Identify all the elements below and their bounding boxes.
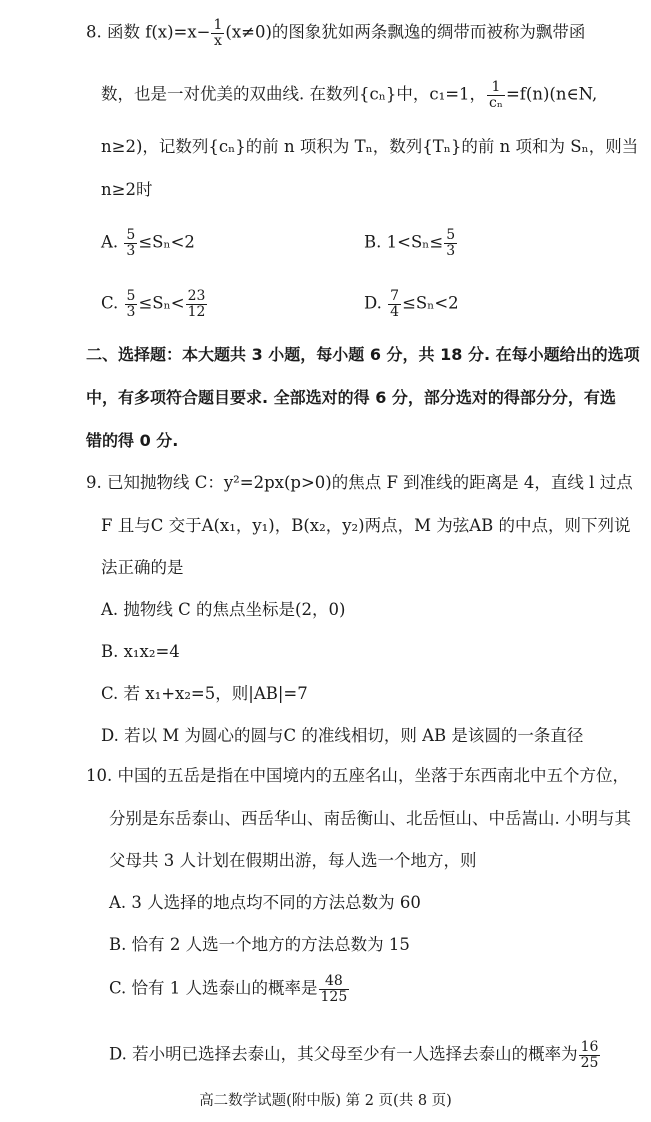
q8-line1 [86, 18, 585, 48]
q8-option-a-fraction [124, 228, 137, 258]
q10-option-d-frac-den: 25 [580, 1054, 599, 1071]
q8-option-c-fraction-2 [186, 289, 208, 319]
q8-option-c-frac1-num: 5 [126, 288, 136, 304]
q10-option-d [109, 1040, 601, 1070]
q8-line2-text-b: =f(n)(n∈N, [505, 84, 598, 104]
q10-option-c-frac-num: 48 [319, 974, 350, 990]
q10-line3: 父母共 3 人计划在假期出游，每人选一个地方，则 [109, 851, 477, 870]
q8-option-c-frac2-den: 12 [187, 303, 206, 320]
section2-line2: 中，有多项符合题目要求. 全部选对的得 6 分，部分选对的得部分分，有选 [86, 388, 616, 407]
q8-line1-frac-num: 1 [213, 17, 223, 33]
q8-line2-fraction [487, 80, 505, 110]
q8-line2-text-a: 数，也是一对优美的双曲线. 在数列{cₙ}中，c₁=1， [101, 84, 487, 104]
q8-line2 [101, 80, 597, 110]
q10-line1: 10. 中国的五岳是指在中国境内的五座名山，坐落于东西南北中五个方位， [86, 766, 629, 785]
q8-option-a-frac-num: 5 [126, 227, 136, 243]
q8-option-c-label: C. [101, 293, 119, 313]
q8-line3: n≥2)，记数列{cₙ}的前 n 项积为 Tₙ，数列{Tₙ}的前 n 项和为 Sₙ，则当 [101, 137, 639, 156]
q8-line1-text-b: (x≠0)的图象犹如两条飘逸的绸带而被称为飘带函 [225, 22, 586, 42]
q9-option-b: B. x₁x₂=4 [101, 642, 180, 661]
q8-option-b [364, 228, 458, 258]
q8-option-c-frac1-den: 3 [126, 303, 136, 320]
q9-line1: 9. 已知抛物线 C：y²=2px(p>0)的焦点 F 到准线的距离是 4，直线 l 过点 [86, 473, 633, 492]
q8-line4: n≥2时 [101, 180, 153, 199]
q10-option-c [109, 974, 350, 1004]
q8-option-a-frac-den: 3 [126, 242, 136, 259]
q8-option-c-frac2-num: 23 [187, 288, 206, 304]
q8-option-b-frac-num: 5 [446, 227, 456, 243]
page-footer: 高二数学试题(附中版) 第 2 页(共 8 页) [199, 1093, 452, 1109]
q10-option-a: A. 3 人选择的地点均不同的方法总数为 60 [109, 893, 421, 912]
q8-option-b-fraction [444, 228, 457, 258]
q8-line2-frac-num: 1 [487, 80, 505, 96]
section2-line3: 错的得 0 分. [86, 431, 179, 450]
q8-line1-fraction [211, 18, 224, 48]
q8-option-a-rest: ≤Sₙ<2 [138, 232, 195, 252]
q8-option-d-rest: ≤Sₙ<2 [402, 293, 459, 313]
q8-option-b-frac-den: 3 [446, 242, 456, 259]
q8-option-b-label: B. 1<Sₙ≤ [364, 232, 444, 252]
q8-line1-frac-den: x [213, 32, 222, 49]
q10-option-c-text: C. 恰有 1 人选泰山的概率是 [109, 978, 318, 998]
q8-option-d-fraction [388, 289, 401, 319]
q10-option-d-frac-num: 16 [580, 1039, 599, 1055]
q10-option-d-fraction [579, 1040, 601, 1070]
q9-option-c: C. 若 x₁+x₂=5，则|AB|=7 [101, 684, 308, 703]
q10-option-d-text: D. 若小明已选择去泰山，其父母至少有一人选择去泰山的概率为 [109, 1044, 578, 1064]
q8-option-d-frac-num: 7 [390, 288, 400, 304]
q10-option-c-frac-den: 125 [320, 988, 348, 1005]
q8-option-d [364, 289, 459, 319]
q8-option-a [101, 228, 195, 258]
q9-line3: 法正确的是 [101, 558, 184, 577]
q8-option-c-mid: ≤Sₙ< [138, 293, 185, 313]
q9-option-d: D. 若以 M 为圆心的圆与C 的准线相切，则 AB 是该圆的一条直径 [101, 726, 584, 745]
q8-option-a-label: A. [101, 232, 119, 252]
section2-line1: 二、选择题：本大题共 3 小题，每小题 6 分，共 18 分. 在每小题给出的选项 [86, 345, 640, 364]
q10-option-b: B. 恰有 2 人选一个地方的方法总数为 15 [109, 935, 410, 954]
q10-option-c-fraction [319, 974, 350, 1004]
q9-line2: F 且与C 交于A(x₁，y₁)，B(x₂，y₂)两点，M 为弦AB 的中点，则下列说 [101, 516, 631, 535]
q8-option-c [101, 289, 208, 319]
q10-line2: 分别是东岳泰山、西岳华山、南岳衡山、北岳恒山、中岳嵩山. 小明与其 [109, 809, 631, 828]
q8-line2-frac-den: cₙ [489, 94, 503, 111]
q8-option-d-label: D. [364, 293, 382, 313]
q8-option-c-fraction-1 [125, 289, 138, 319]
q9-option-a: A. 抛物线 C 的焦点坐标是(2，0) [101, 600, 346, 619]
q8-line1-text-a: 8. 函数 f(x)=x− [86, 22, 211, 42]
q8-option-d-frac-den: 4 [390, 303, 400, 320]
